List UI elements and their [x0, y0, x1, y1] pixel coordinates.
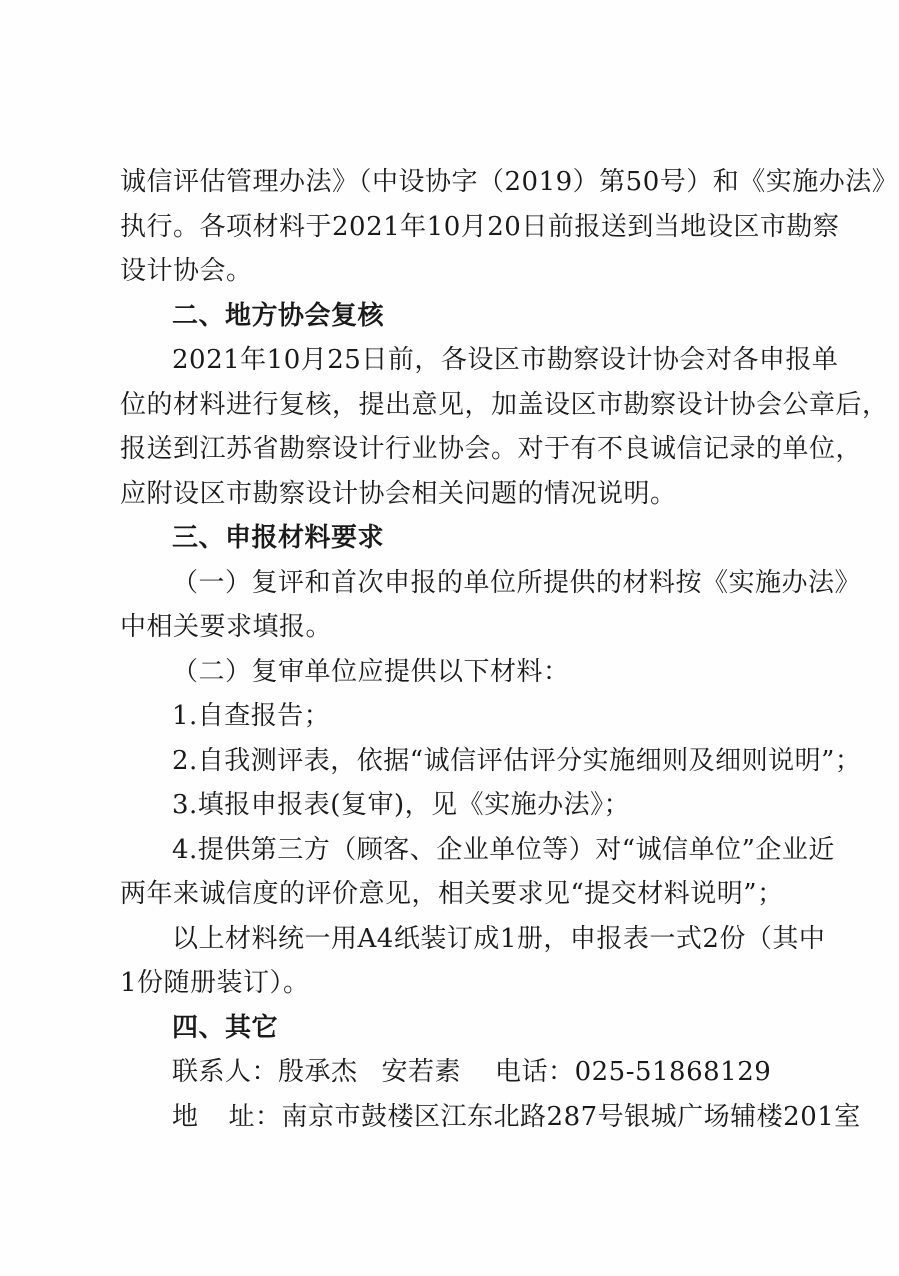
paragraph-line: 以上材料统一用A4纸装订成1册，申报表一式2份（其中 — [172, 923, 826, 954]
document-body — [120, 160, 899, 1139]
list-item: 两年来诚信度的评价意见，相关要求见“提交材料说明”； — [120, 879, 784, 909]
phone-label: 电话： — [495, 1057, 575, 1087]
list-item: 3.填报申报表(复审)，见《实施办法》； — [172, 790, 631, 820]
section-heading-2: 二、地方协会复核 — [172, 300, 385, 331]
paragraph-line: 应附设区市勘察设计协会相关问题的情况说明。 — [120, 478, 677, 509]
paragraph-line: 位的材料进行复核，提出意见，加盖设区市勘察设计协会公章后， — [120, 389, 889, 420]
section-heading-4: 四、其它 — [172, 1012, 279, 1043]
contact-person-2: 安若素 — [381, 1057, 462, 1087]
paragraph-line: 执行。各项材料于2021年10月20日前报送到当地设区市勘察 — [120, 211, 840, 242]
address-value: 南京市鼓楼区江东北路287号银城广场辅楼201室 — [281, 1101, 861, 1132]
contact-line — [120, 1050, 792, 1095]
paragraph-line: 1份随册装订）。 — [120, 968, 310, 998]
contact-person-1: 殷承杰 — [278, 1057, 358, 1087]
paragraph-line: 诚信评估管理办法》（中设协字（2019）第50号）和《实施办法》 — [120, 167, 899, 197]
address-label-b: 址： — [228, 1101, 282, 1132]
address-label-a: 地 — [172, 1101, 199, 1132]
section-heading-3: 三、申报材料要求 — [172, 523, 385, 553]
list-item: 2.自我测评表，依据“诚信评估评分实施细则及细则说明”； — [172, 745, 862, 776]
paragraph-line: 2021年10月25日前，各设区市勘察设计协会对各申报单 — [172, 345, 839, 375]
paragraph-line: （一）复评和首次申报的单位所提供的材料按《实施办法》 — [172, 567, 862, 598]
paragraph-line: 报送到江苏省勘察设计行业协会。对于有不良诚信记录的单位， — [120, 434, 863, 464]
list-item: 4.提供第三方（顾客、企业单位等）对“诚信单位”企业近 — [172, 834, 835, 865]
list-item: 1.自查报告； — [172, 701, 331, 731]
contact-label: 联系人： — [172, 1057, 279, 1087]
paragraph-line: 设计协会。 — [120, 256, 253, 286]
phone-number: 025-51868129 — [574, 1057, 772, 1087]
paragraph-line: 中相关要求填报。 — [120, 612, 333, 642]
address-line — [120, 1095, 861, 1140]
paragraph-line: （二）复审单位应提供以下材料： — [172, 656, 570, 687]
